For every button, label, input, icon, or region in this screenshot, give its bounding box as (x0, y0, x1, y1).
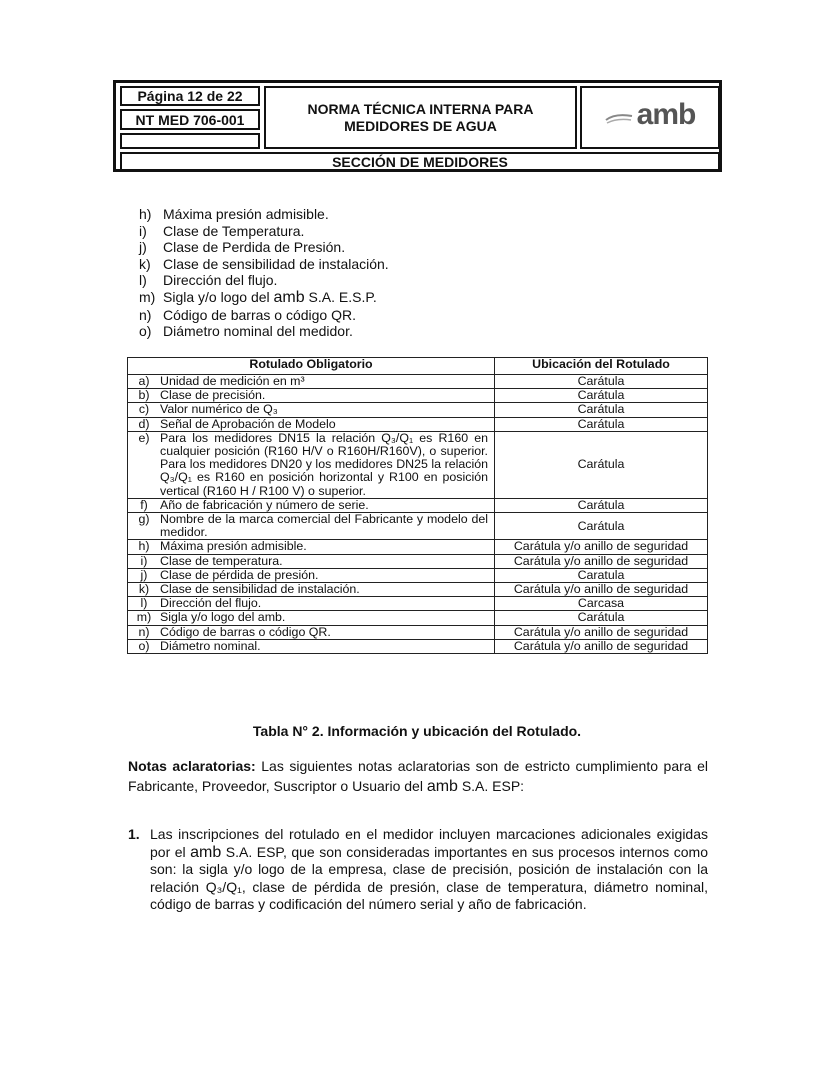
ubicacion-cell: Carátula (495, 417, 708, 431)
table-row (128, 417, 708, 431)
page-number: Página 12 de 22 (120, 86, 260, 106)
table-row (128, 389, 708, 403)
list-item: k) Clase de sensibilidad de instalación. (139, 255, 389, 272)
row-letter: d) (138, 416, 150, 431)
rotulado-cell (128, 513, 495, 540)
rotulado-cell (128, 540, 495, 554)
row-letter: o) (138, 638, 150, 653)
row-letter: f) (140, 497, 148, 512)
table-row (128, 625, 708, 639)
row-letter: n) (138, 624, 150, 639)
row-text: Año de fabricación y número de serie. (160, 497, 369, 512)
table-row (128, 597, 708, 611)
row-text: Sigla y/o logo del amb. (160, 610, 286, 625)
row-letter: h) (138, 539, 150, 554)
table-row (128, 403, 708, 417)
amb-logo (580, 86, 720, 149)
ubicacion-cell: Carátula y/o anillo de seguridad (495, 540, 708, 554)
row-letter: j) (140, 567, 148, 582)
ubicacion-cell: Carátula (495, 389, 708, 403)
row-text: Clase de sensibilidad de instalación. (160, 582, 360, 597)
ubicacion-cell: Carátula (495, 375, 708, 389)
ubicacion-cell: Carátula (495, 611, 708, 625)
rotulado-cell (128, 625, 495, 639)
column-header-ubicacion: Ubicación del Rotulado (495, 358, 708, 375)
section-title: SECCIÓN DE MEDIDORES (120, 152, 720, 171)
note-text: Las inscripciones del rotulado en el medidor incluyen marcaciones adicionales exigidas por el amb S.A. ESP, que son consideradas importantes en sus procesos internos como son: la sigla y/o logo de la empresa, clase de precisión, posición de instalación con la relación Q₃/Q₁, clase de pérdida de presión, clase de temperatura, diámetro nominal, código de barras y codificación del número serial y año de fabricación. (150, 826, 708, 912)
notes-paragraph: Notas aclaratorias: Las siguientes notas aclaratorias son de estricto cumplimiento para el Fabricante, Proveedor, Suscriptor o Usuario del amb S.A. ESP: (128, 758, 708, 795)
list-item: n) Código de barras o código QR. (139, 306, 356, 323)
row-letter: l) (140, 596, 148, 611)
labeling-table (127, 357, 708, 654)
ubicacion-cell: Carátula (495, 513, 708, 540)
logo-text: amb (636, 98, 696, 131)
list-item: i) Clase de Temperatura. (139, 222, 305, 239)
rotulado-cell (128, 417, 495, 431)
title-line-1: NORMA TÉCNICA INTERNA PARA (307, 100, 534, 117)
row-letter: g) (138, 512, 150, 527)
amb-brand: amb (426, 778, 458, 795)
note-item-1 (128, 826, 708, 914)
ubicacion-cell: Carátula y/o anillo de seguridad (495, 583, 708, 597)
list-item: o) Diámetro nominal del medidor. (139, 323, 353, 340)
row-text: Nombre de la marca comercial del Fabricante y modelo del medidor. (160, 512, 488, 540)
row-letter: k) (138, 582, 150, 597)
row-text: Dirección del flujo. (160, 596, 262, 611)
row-letter: m) (136, 610, 152, 625)
row-text: Para los medidores DN15 la relación Q₃/Q₁ es R160 en cualquier posición (R160 H/V o R160H/R160V), o superior. Para los medidores DN20 y los medidores DN25 la relación Q₃/Q₁ es R160 en posición horizontal y R100 en posición vertical (R160 H / R100 V) o superior. (160, 430, 488, 498)
ubicacion-cell: Carátula (495, 431, 708, 498)
rotulado-cell (128, 554, 495, 568)
items-list (139, 206, 389, 340)
row-letter: i) (140, 553, 148, 568)
notes-label: Notas aclaratorias: (128, 758, 256, 774)
rotulado-cell (128, 583, 495, 597)
ubicacion-cell: Carátula (495, 403, 708, 417)
rotulado-cell (128, 597, 495, 611)
rotulado-cell (128, 403, 495, 417)
row-text: Clase de pérdida de presión. (160, 567, 319, 582)
note-number: 1. (128, 826, 140, 842)
ubicacion-cell: Carátula (495, 498, 708, 512)
rotulado-cell (128, 431, 495, 498)
rotulado-cell (128, 498, 495, 512)
logo-swoosh-icon (605, 111, 633, 125)
list-item: l) Dirección del flujo. (139, 272, 278, 289)
row-text: Máxima presión admisible. (160, 539, 307, 554)
list-item: h) Máxima presión admisible. (139, 206, 329, 222)
list-item: m) Sigla y/o logo del amb S.A. E.S.P. (139, 288, 377, 306)
table-row (128, 583, 708, 597)
table-caption: Tabla N° 2. Información y ubicación del Rotulado. (252, 723, 582, 739)
row-letter: a) (138, 374, 150, 388)
row-text: Clase de precisión. (160, 388, 266, 403)
table-row (128, 611, 708, 625)
ubicacion-cell: Carátula y/o anillo de seguridad (495, 639, 708, 653)
title-line-2: MEDIDORES DE AGUA (344, 117, 497, 134)
ubicacion-cell: Carátula y/o anillo de seguridad (495, 554, 708, 568)
amb-brand: amb (273, 288, 305, 306)
row-text: Código de barras o código QR. (160, 624, 331, 639)
row-letter: e) (138, 430, 150, 445)
rotulado-cell (128, 639, 495, 653)
table-row (128, 513, 708, 540)
ubicacion-cell: Caratula (495, 568, 708, 582)
rotulado-cell (128, 568, 495, 582)
document-title (264, 86, 577, 149)
rotulado-cell (128, 611, 495, 625)
row-text: Unidad de medición en m³ (160, 374, 305, 388)
row-text: Diámetro nominal. (160, 638, 261, 653)
table-row (128, 568, 708, 582)
amb-brand: amb (190, 843, 222, 861)
row-letter: c) (138, 402, 150, 417)
row-letter: b) (138, 388, 150, 403)
blank-cell: _ (120, 133, 260, 149)
document-header (113, 80, 722, 172)
ubicacion-cell: Carátula y/o anillo de seguridad (495, 625, 708, 639)
table-row (128, 375, 708, 389)
rotulado-cell (128, 375, 495, 389)
rotulado-cell (128, 389, 495, 403)
row-text: Valor numérico de Q₃ (160, 402, 278, 417)
document-code: NT MED 706-001 (120, 109, 260, 130)
row-text: Señal de Aprobación de Modelo (160, 416, 336, 431)
list-item: j) Clase de Perdida de Presión. (139, 239, 346, 256)
table-row (128, 639, 708, 653)
table-row (128, 540, 708, 554)
ubicacion-cell: Carcasa (495, 597, 708, 611)
row-text: Clase de temperatura. (160, 553, 283, 568)
table-row (128, 498, 708, 512)
table-row (128, 431, 708, 498)
column-header-rotulado: Rotulado Obligatorio (128, 358, 495, 375)
table-row (128, 554, 708, 568)
